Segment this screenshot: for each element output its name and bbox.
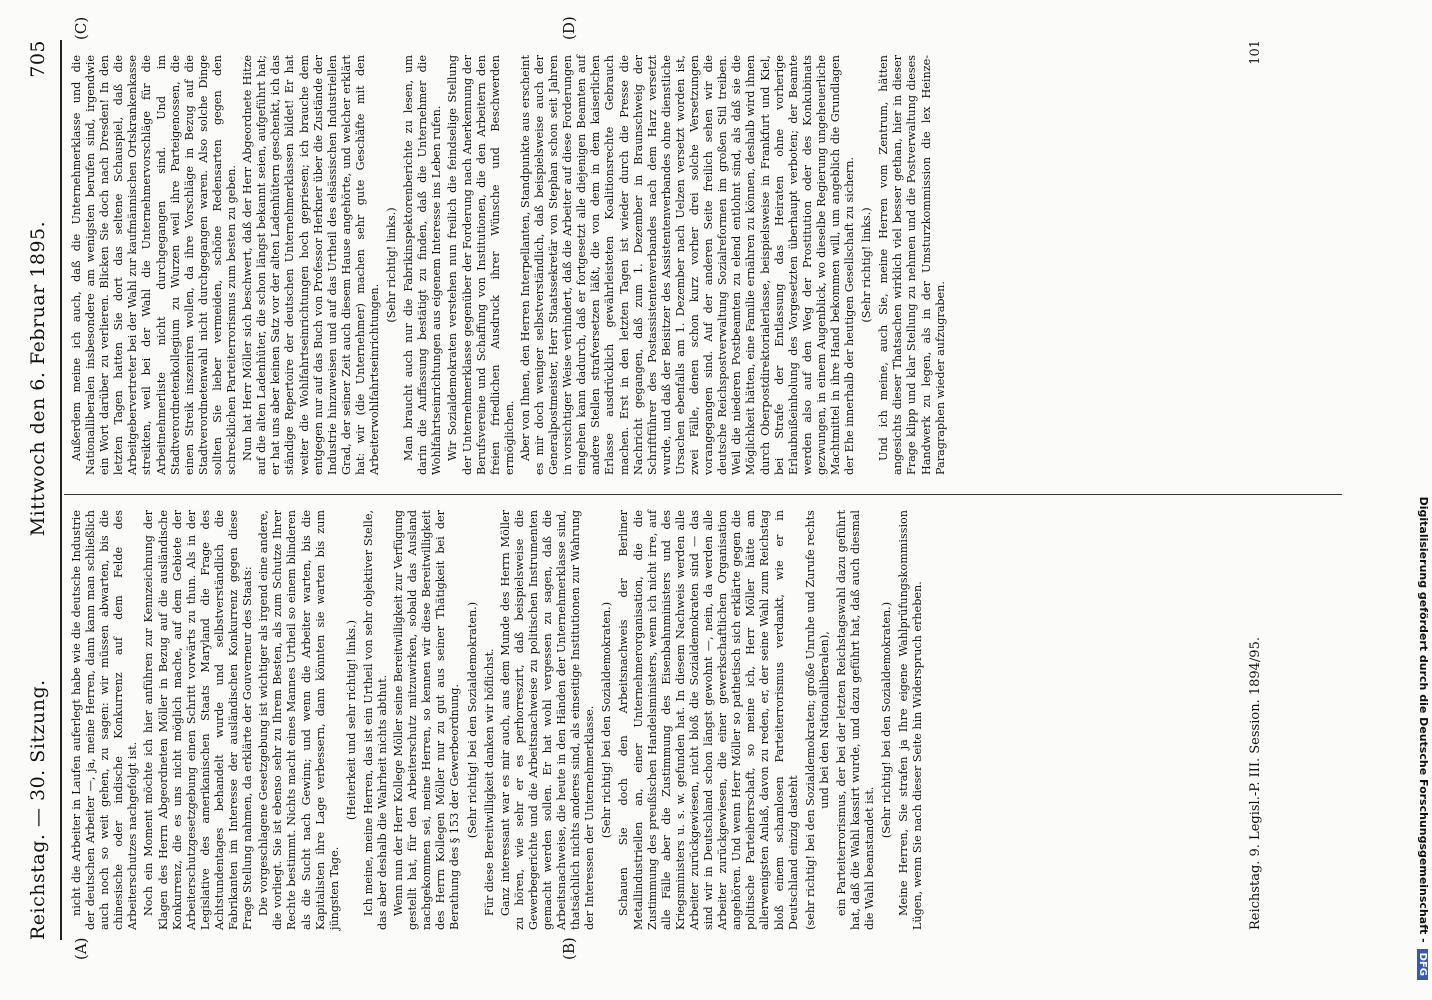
paragraph: Man braucht auch nur die Fabrikinspektorenberichte zu lesen, um darin die Auffassung bestätigt zu finden, daß die Unternehmer die Wohlfahrtseinrichtungen aus eigenem Interesse ins Leben rufen.: [402, 55, 444, 475]
paragraph: Ich meine, meine Herren, das ist ein Urtheil von sehr objektiver Stelle, das aber deshalb die Wahrheit nichts abthut.: [361, 510, 389, 930]
dfg-stamp-text: Digitalisierung gefördert durch die Deutsche Forschungsgemeinschaft -: [1417, 496, 1430, 943]
footer-session: Reichstag. 9. Legisl.-P. III. Session. 1894/95.: [1248, 637, 1263, 930]
paragraph: Die vorgeschlagene Gesetzgebung ist wichtiger als irgend eine andere, die vorliegt. Sie ist ebenso sehr zu Ihrem Besten, als zum Schutze Ihrer Rechte bestimmt. Nichts macht eines Mannes Urtheil so einem blinderen als die Sucht nach Gewinn; und wenn die Arbeiter warten, bis die Kapitalisten ihre Lage verbessern, dann könnten sie warten bis zum jüngsten Tage.: [257, 510, 341, 930]
paragraph: nicht die Arbeiter in Laufen auferlegt habe wie die deutsche Industrie der deutschen Arbeiter —, ja, meine Herren, dann kann man schließlich auch noch so weit gehen, zu sagen: wir müssen abwarten, bis die chinesische oder indische Konkurrenz auf dem Felde des Arbeiterschutzes nachgefolgt ist.: [70, 510, 140, 930]
paragraph: Außerdem meine ich auch, daß die Unternehmerklasse und die Nationalliberalen insbesondere am wenigsten berufen sind, irgendwie ein Wort darüber zu verlieren. Blicken Sie doch nach Dresden! In den letzten Tagen hatten Sie dort das seltene Schauspiel, daß die Arbeitgebervertreter bei der Wahl zur kaufmännischen Ortskrankenkasse streikten, weil bei der Wahl die Unternehmervorschläge für die Arbeitnehmerliste nicht durchgegangen sind. Und im Stadtverordnetenkollegium zu Wurzen weil ihre Parteigenossen, die einen Streik inszeniren wollen, da ihre Vorschläge in Bezug auf die Stadtverordnetenwahl nicht durchgegangen waren. Also solche Dinge sollten Sie lieber vermeiden, schöne Redensarten gegen den schrecklichen Parteiterrorismus zum besten zu geben.: [70, 55, 239, 475]
page-header: [18, 40, 58, 940]
marker-b: (B): [560, 937, 578, 960]
paragraph: (Sehr richtig! bei den Sozialdemokraten.): [880, 601, 894, 839]
header-rule: [60, 40, 62, 940]
marker-d: (D): [560, 16, 578, 40]
paragraph: Nun hat Herr Möller sich beschwert, daß der Herr Abgeordnete Hitze auf die alten Ladenhüter, die schon längst bekannt seien, aufgeführt hat; er hat uns aber keinen Satz vor der alten Ladenhütern geschenkt, ich das ständige Repertoire der deutschen Unternehmerklassen bildet! Er hat weiter die Wohlfahrtseinrichtungen hoch gepriesen; ich brauche dem entgegen nur auf das Buch von Professor Herkner über die Zustände der Industrie hinzuweisen und auf das Urtheil des elsässischen Industriellen Grad, der seiner Zeit auch diesem Hause angehörte, und welcher erklärt hat: wir (die Unternehmer) machen sehr gute Geschäfte mit den Arbeiterwohlfahrtseinrichtungen.: [241, 55, 381, 475]
paragraph: Meine Herren, Sie strafen ja Ihre eigene Wahlprüfungskommission Lügen, wenn Sie nach dieser Seite hin Widerspruch erheben.: [897, 510, 925, 930]
paragraph: Wenn nun der Herr Kollege Möller seine Bereitwilligkeit zur Verfügung gestellt hat, für den Arbeiterschutz mitzuwirken, sobald das Ausland nachgekommen sei, meine Herren, so kennen wir diese Bereitwilligkeit des Herrn Kollegen Möller nur zu gut aus seiner Thätigkeit bei der Berathung des § 153 der Gewerbeordnung.: [392, 510, 462, 930]
paragraph: Wir Sozialdemokraten verstehen nun freilich die feindselige Stellung der Unternehmerklasse gegenüber der Forderung nach Anerkennung der Berufsvereine und Schaffung von Institutionen, die den Arbeitern den freien friedlichen Ausdruck ihrer Wünsche und Beschwerden ermöglichen.: [446, 55, 516, 475]
paragraph: (Sehr richtig! links.): [860, 207, 874, 323]
paragraph: (Sehr richtig! links.): [385, 207, 399, 323]
header-left: Reichstag. — 30. Sitzung.: [27, 679, 49, 940]
paragraph: Schauen Sie doch den Arbeitsnachweis der Berliner Metallindustriellen an, einer Unternehmerorganisation, die die Zustimmung des preußischen Handelsministers, wenn ich nicht irre, auf alle Fälle aber die Zustimmung des Eisenbahnministers und des Kriegsministers u. s. w. gefunden hat. In diesem Nachweis werden alle Arbeiter zurückgewiesen, nicht bloß die Sozialdemokraten sind — das sind wir in Deutschland schon längst gewohnt —, nein, da werden alle Arbeiter zurückgewiesen, die einer gewerkschaftlichen Organisation angehören. Und wenn Herr Möller so pathetisch sich erklärte gegen die politische Parteiherrschaft, so meine ich, Herr Möller hätte am allerwenigsten Anlaß, davon zu reden, er, der seine Wahl zum Reichstag bloß einem schamlosen Parteiterrorismus verdankt, wie er in Deutschland einzig dasteht: [617, 510, 800, 930]
page-number: 705: [27, 40, 49, 78]
marker-c: (C): [72, 16, 90, 40]
paragraph: Aber von Ihnen, den Herren Interpellanten, Standpunkte aus erscheint es mir doch weniger selbstverständlich, daß beispielsweise auch der Generalpostmeister, Herr Staatssekretär von Stephan schon seit Jahren in vorsichtiger Weise verhindert, daß die Arbeiter auf diese Forderungen eingehen kann dadurch, daß er fortgesetzt alle diejenigen Beamten auf andere Stellen strafversetzen läßt, die von dem in dem kaiserlichen Erlasse ausdrücklich gewährleisteten Koalitionsrechte Gebrauch machen. Erst in den letzten Tagen ist wieder durch die Presse die Nachricht gegangen, daß zum 1. Dezember in Braunschweig der Schriftführer des Postassistentenverbandes nach dem Harz versetzt wurde, und daß der Beisitzer des Assistentenverbandes ohne dienstliche Ursachen ebenfalls am 1. Dezember nach Uelzen versetzt worden ist, zwei Fälle, denen schon kurz vorher drei solche Versetzungen vorangegangen sind. Auf der anderen Seite freilich sehen wir die deutsche Reichspostverwaltung Sozialreformen im großen Stil treiben. Weil die niederen Postbeamten zu elend entlohnt sind, als daß sie die Möglichkeit hätten, eine Familie ernähren zu können, deshalb wird ihnen durch Oberpostdirektorialerlasse, beispielsweise in Frankfurt und Kiel, bei Strafe der Entlassung das Heiraten ohne vorherige Erlaubnißeinholung des Vorgesetzten überhaupt verboten; der Beamte werden also auf den Weg der Prostitution oder des Konkubinats gezwungen, in einem Augenblick, wo dieselbe Regierung ungeheuerliche Machtmittel in ihre Hand bekommen will, um angeblich die Grundlagen der Ehe innerhalb der heutigen Gesellschaft zu sichern.: [518, 55, 857, 475]
left-column: [70, 510, 927, 930]
paragraph: ein Parteiterrorismus, der bei der letzten Reichstagswahl dazu geführt hat, daß die Wahl kassirt wurde, und dazu geführt hat, daß auch diesmal die Wahl beanstandet ist.: [834, 510, 877, 930]
marker-a: (A): [72, 937, 90, 960]
paragraph: (sehr richtig! bei den Sozialdemokraten; große Unruhe und Zurufe rechts und bei den Nationalliberalen),: [803, 510, 831, 930]
dfg-stamp: [1410, 20, 1430, 980]
column-divider: [64, 494, 1342, 495]
paragraph: Und ich meine, auch Sie, meine Herren vom Zentrum, hätten angesichts dieser Thatsachen wirklich viel besser gethan, hier in dieser Frage klipp und klar Stellung zu nehmen und die Postverwaltung dieses Handwerk zu legen, als in der Umsturzkommission die lex Heinze-Paragraphen wieder aufzugraben.: [877, 55, 947, 475]
dfg-logo: DFG: [1417, 949, 1428, 980]
footer-sheet-number: 101: [1248, 40, 1263, 65]
header-date: Mittwoch den 6. Februar 1895.: [27, 220, 49, 537]
paragraph: (Sehr richtig! bei den Sozialdemokraten.): [600, 601, 614, 839]
paragraph: (Sehr richtig! bei den Sozialdemokraten.): [465, 601, 479, 839]
paragraph: Ganz interessant war es mir auch, aus dem Munde des Herrn Möller zu hören, wie sehr er es perhorreszirt, daß beispielsweise die Gewerbegerichte und die Arbeitsnachweise zu politischen Instrumenten gemacht werden sollen. Er hat wohl vergessen zu sagen, daß die Arbeitsnachweise, die heute in den Händen der Unternehmerklasse sind, thatsächlich nichts anderes sind, als einseitige Institutionen zur Wahrung der Interessen der Unternehmerklasse.: [498, 510, 597, 930]
paragraph: (Heiterkeit und sehr richtig! links.): [344, 620, 358, 820]
paragraph: Noch ein Moment möchte ich hier anführen zur Kennzeichnung der Klagen des Herrn Abgeordneten Möller in Bezug auf die ausländische Konkurrenz, die es uns nicht möglich mache, auf dem Gebiete der Arbeiterschutzgesetzgebung einen Schritt vorwärts zu thun. Als in der Legislative des amerikanischen Staats Maryland die Frage des Achtstundentages behandelt wurde und selbstverständlich die Fabrikanten im Interesse der ausländischen Konkurrenz gegen diese Frage Stellung nahmen, da erklärte der Gouverneur des Staats:: [142, 510, 255, 930]
page-footer: [1248, 40, 1263, 930]
right-column: [70, 55, 950, 475]
paragraph: Für diese Bereitwilligkeit danken wir höflichst.: [482, 648, 496, 916]
